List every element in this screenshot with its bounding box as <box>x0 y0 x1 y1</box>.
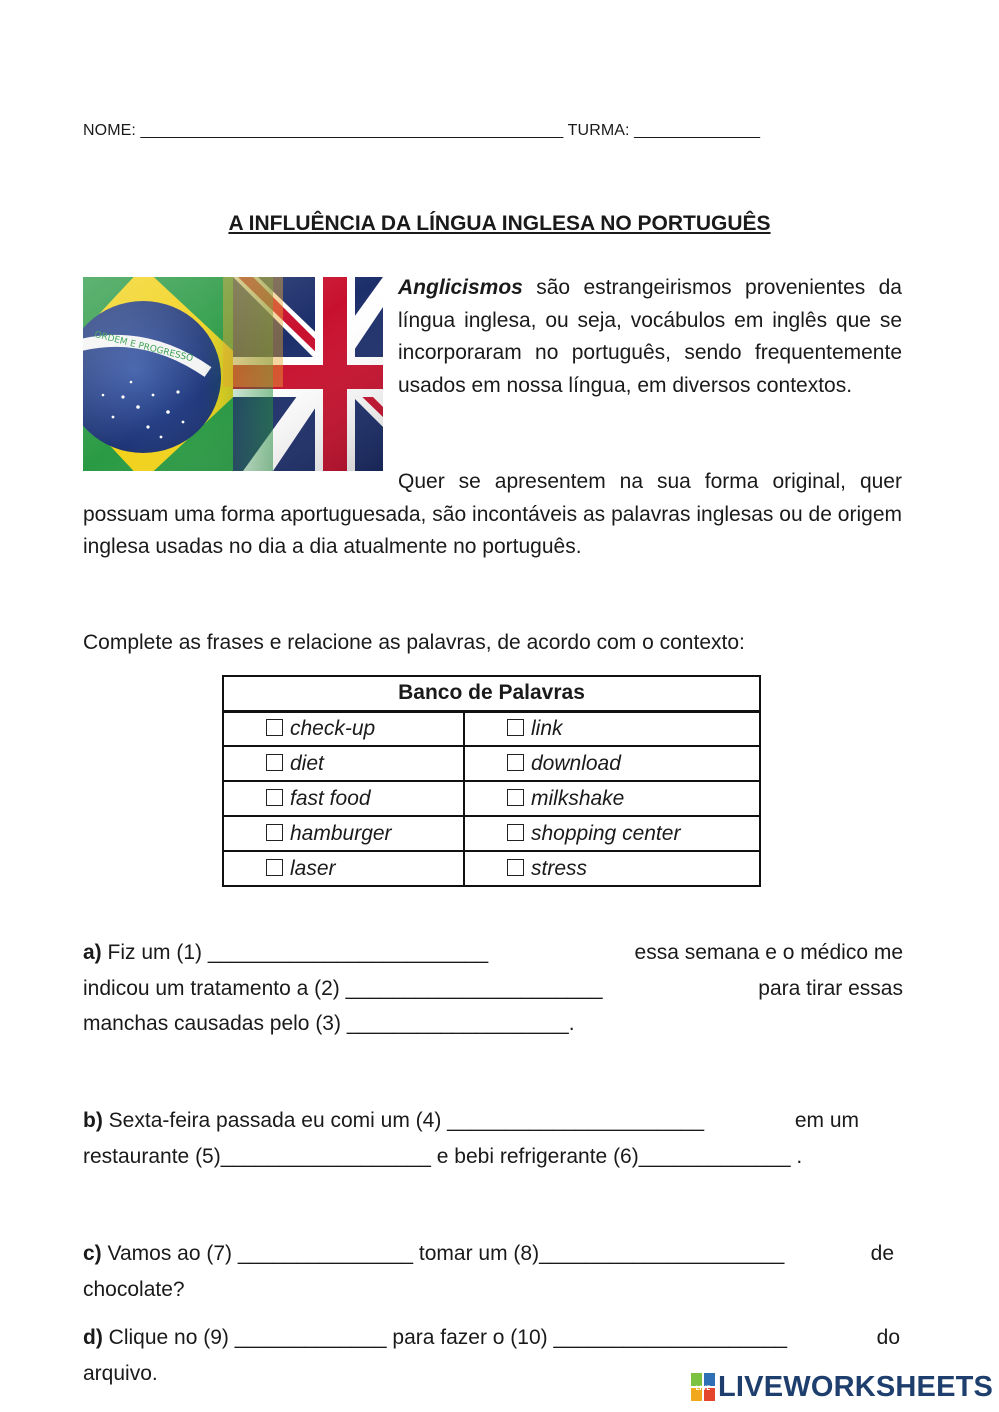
table-row <box>223 746 760 781</box>
exercise-d-line1[interactable]: Clique no (9) _____________ para fazer o (10) ____________________ <box>108 1326 788 1349</box>
table-row <box>223 781 760 816</box>
page-title: A INFLUÊNCIA DA LÍNGUA INGLESA NO PORTUGUÊS <box>228 212 771 235</box>
word-label: milkshake <box>531 786 625 810</box>
exercise-a-line1[interactable]: Fiz um (1) ________________________ <box>107 941 489 964</box>
word-label: check-up <box>290 716 376 740</box>
checkbox-icon[interactable] <box>507 859 524 876</box>
liveworksheets-logo-icon <box>691 1373 715 1401</box>
table-row <box>223 711 760 746</box>
brazil-uk-flag-image <box>83 277 383 471</box>
word-item[interactable] <box>464 746 760 781</box>
word-label: hamburger <box>290 821 392 845</box>
word-item[interactable] <box>223 851 464 886</box>
checkbox-icon[interactable] <box>507 824 524 841</box>
exercise-a-line1-end: essa semana e o médico me <box>634 941 903 964</box>
word-item[interactable] <box>223 746 464 781</box>
word-label: diet <box>290 751 324 775</box>
word-item[interactable] <box>464 851 760 886</box>
word-label: download <box>531 751 621 775</box>
instruction-text: Complete as frases e relacione as palavras, de acordo com o contexto: <box>83 631 745 654</box>
word-item[interactable] <box>464 781 760 816</box>
checkbox-icon[interactable] <box>266 754 283 771</box>
exercise-b-line1-end: em um <box>794 1109 859 1132</box>
logo-lettering: LIVE <box>695 1385 711 1392</box>
exercise-c <box>83 1236 903 1307</box>
checkbox-icon[interactable] <box>507 719 524 736</box>
intro-term: Anglicismos <box>398 276 523 299</box>
word-label: stress <box>531 856 588 880</box>
watermark-text: LIVEWORKSHEETS <box>718 1370 994 1403</box>
word-item[interactable] <box>464 711 760 746</box>
exercise-b-line1[interactable]: Sexta-feira passada eu comi um (4) ______________________ <box>108 1109 705 1132</box>
checkbox-icon[interactable] <box>507 789 524 806</box>
checkbox-icon[interactable] <box>266 824 283 841</box>
exercise-c-line1[interactable]: Vamos ao (7) _______________ tomar um (8)_____________________ <box>107 1242 785 1265</box>
second-paragraph-line1: Quer se apresentem na sua forma original, <box>398 470 846 493</box>
liveworksheets-watermark <box>691 1371 993 1403</box>
exercise-a-line2-end: para tirar essas <box>758 976 903 1000</box>
word-label: shopping center <box>531 821 681 845</box>
exercise-c-line2: chocolate? <box>83 1277 185 1301</box>
intro-paragraph <box>398 272 902 402</box>
exercise-d-line1-end: do <box>876 1326 900 1349</box>
exercise-b <box>83 1103 903 1174</box>
checkbox-icon[interactable] <box>266 789 283 806</box>
table-row <box>223 816 760 851</box>
exercise-a-line3[interactable]: manchas causadas pelo (3) ___________________. <box>83 1012 575 1035</box>
exercise-b-line2[interactable]: restaurante (5)__________________ e bebi refrigerante (6)_____________ . <box>83 1144 803 1168</box>
checkbox-icon[interactable] <box>266 859 283 876</box>
word-bank-title: Banco de Palavras <box>223 676 760 711</box>
word-item[interactable] <box>223 711 464 746</box>
exercise-label: b) <box>83 1109 103 1132</box>
exercise-label: d) <box>83 1326 103 1349</box>
exercise-label: c) <box>83 1242 102 1265</box>
table-row <box>223 851 760 886</box>
word-bank-table <box>222 675 761 887</box>
exercise-d-line2: arquivo. <box>83 1361 158 1385</box>
second-paragraph-rest: quer possuam uma forma aportuguesada, são incontáveis as palavras inglesas ou de origem inglesa usadas no dia a dia atualmente no português. <box>83 470 902 559</box>
word-label: fast food <box>290 786 371 810</box>
word-item[interactable] <box>223 781 464 816</box>
word-label: link <box>531 716 563 740</box>
exercise-c-line1-end: de <box>870 1242 894 1265</box>
checkbox-icon[interactable] <box>507 754 524 771</box>
word-label: laser <box>290 856 336 880</box>
name-class-header: NOME: _______________________________________________ TURMA: ______________ <box>83 122 761 139</box>
exercise-label: a) <box>83 941 102 964</box>
exercise-a <box>83 935 903 1042</box>
word-item[interactable] <box>223 816 464 851</box>
exercise-a-line2[interactable]: indicou um tratamento a (2) ______________________ <box>83 976 603 1000</box>
checkbox-icon[interactable] <box>266 719 283 736</box>
intro-text: são estrangeirismos provenientes da língua inglesa, ou seja, vocábulos em inglês que se incorporaram no português, sendo frequentemente usados em nossa língua, em diversos contextos. <box>398 276 902 397</box>
word-item[interactable] <box>464 816 760 851</box>
second-paragraph <box>83 466 902 564</box>
